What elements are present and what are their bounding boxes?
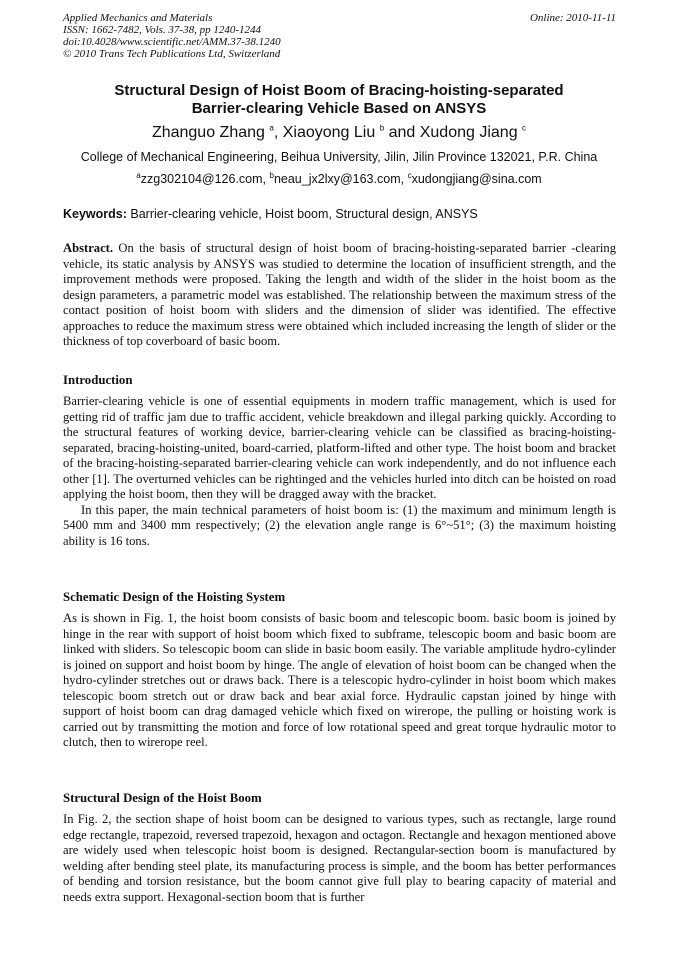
title-line-2: Barrier-clearing Vehicle Based on ANSYS bbox=[191, 100, 487, 117]
email-address: neau_jx2lxy@163.com bbox=[273, 172, 401, 186]
issn-line: ISSN: 1662-7482, Vols. 37-38, pp 1240-1244 bbox=[63, 24, 261, 36]
email-address: xudongjiang@sina.com bbox=[411, 172, 542, 186]
section-heading-introduction: Introduction bbox=[63, 373, 133, 387]
paragraph: In this paper, the main technical parameters of hoist boom is: (1) the maximum and minimum length is 5400 mm and 3400 mm respectively; (2) the elevation angle range is 6°~51°; (3) the maximum hoisting ability is 16 tons. bbox=[63, 502, 616, 548]
paper-title bbox=[40, 82, 638, 118]
affiliation: College of Mechanical Engineering, Beihua University, Jilin, Jilin Province 132021, P.R. China bbox=[80, 150, 598, 164]
author-name: Xiaoyong Liu bbox=[282, 124, 376, 141]
online-date: Online: 2010-11-11 bbox=[529, 12, 616, 24]
keywords-text: Barrier-clearing vehicle, Hoist boom, Structural design, ANSYS bbox=[130, 207, 478, 221]
paragraph: Barrier-clearing vehicle is one of essential equipments in modern traffic management, which is used for getting rid of traffic jam due to traffic accident, vehicle breakdown and illegal parking quickly. According to the structural features of working device, barrier-clearing vehicle can be classified as bracing-hoisting-separated, bracing-hoisting-united, board-carried, platform-lifted and other type. The hoist boom and bracket of the bracing-hoisting-separated barrier-clearing vehicle can work independently, and do not influence each other [1]. The overturned vehicles can be rightinged and the vehicles hurled into ditch can be hoisted on road applying the hoist boom, then they will be dragged away with the bracket. bbox=[63, 394, 616, 501]
author-superscript: a bbox=[269, 123, 274, 133]
paragraph: In Fig. 2, the section shape of hoist boom can be designed to various types, such as rectangle, large round edge rectangle, trapezoid, reversed trapezoid, hexagon and octagon. Rectangle and hexagon mentioned above are widely used when telescopic hoist boom is designed. Rectangular-section boom is manufactured by welding after bending steel plate, its manufacturing process is simple, and the boom has better performances of bending and torsion resistance, but the boom cannot give full play to bearing capacity of material and needs extra support. Hexagonal-section boom that is further bbox=[63, 812, 616, 904]
author-list bbox=[0, 124, 678, 142]
author-separator: and bbox=[384, 124, 420, 141]
section-heading-structural: Structural Design of the Hoist Boom bbox=[63, 791, 262, 805]
schematic-body bbox=[63, 611, 616, 751]
email-list: $^a$zzg302104@126.com, $^b$neau_jx2lxy@163.com, $^c$xudongjiang@sina.com bbox=[136, 170, 542, 186]
structural-body bbox=[63, 812, 616, 905]
paragraph: As is shown in Fig. 1, the hoist boom consists of basic boom and telescopic boom. basic boom is joined by hinge in the rear with support of hoist boom which fixed to subframe, telescopic boom and basic boom are linked with sliders. So telescopic boom can slide in basic boom easily. The variable amplitude hydro-cylinder is joined on support and hoist boom by hinge. The angle of elevation of hoist boom can be changed when the hydro-cylinder stretches out or draws back. There is a telescopic hydro-cylinder in hoist boom which makes telescopic boom stretch out or draw back and bear axial force. Hydraulic capstan joined by hinge with support of hoist boom can drag damaged vehicle which fixed on wirerope, the pulling or hoisting work is carried out by transmitting the motion and force of low rotational speed and great torque hydraulic motor to clutch, then to wirerope reel. bbox=[63, 611, 616, 749]
copyright-line: © 2010 Trans Tech Publications Ltd, Switzerland bbox=[63, 48, 281, 60]
abstract-label: Abstract. bbox=[63, 241, 114, 255]
keywords bbox=[63, 207, 616, 221]
section-heading-schematic: Schematic Design of the Hoisting System bbox=[63, 590, 286, 604]
email-address: zzg302104@126.com bbox=[140, 172, 263, 186]
abstract bbox=[63, 241, 616, 350]
author-name: Xudong Jiang bbox=[419, 124, 518, 141]
keywords-label: Keywords: bbox=[63, 207, 127, 221]
journal-name: Applied Mechanics and Materials bbox=[63, 12, 213, 24]
author-name: Zhanguo Zhang bbox=[151, 124, 265, 141]
doi-line: doi:10.4028/www.scientific.net/AMM.37-38.1240 bbox=[63, 36, 281, 48]
email-superscript: a bbox=[136, 170, 141, 180]
introduction-body bbox=[63, 394, 616, 549]
email-superscript: b bbox=[269, 170, 274, 180]
author-superscript: b bbox=[379, 123, 385, 133]
author-separator: , bbox=[273, 124, 283, 141]
author-superscript: c bbox=[522, 123, 527, 133]
email-superscript: c bbox=[407, 170, 412, 180]
journal-header bbox=[63, 12, 616, 60]
title-line-1: Structural Design of Hoist Boom of Bracing-hoisting-separated bbox=[114, 82, 564, 99]
abstract-text: On the basis of structural design of hoist boom of bracing-hoisting-separated barrier -clearing vehicle, its static analysis by ANSYS was studied to determine the location of insufficient strength, and the improvement methods were proposed. Taking the length and width of the slider in the hoist boom as the design parameters, a parametric model was established. The relationship between the maximum stress of the contact position of hoist boom with sliders and the dimension of slider was identified. The effective approaches to reduce the maximum stress were obtained which included increasing the length of slider or the thickness of top coverboard of basic boom. bbox=[63, 241, 616, 348]
